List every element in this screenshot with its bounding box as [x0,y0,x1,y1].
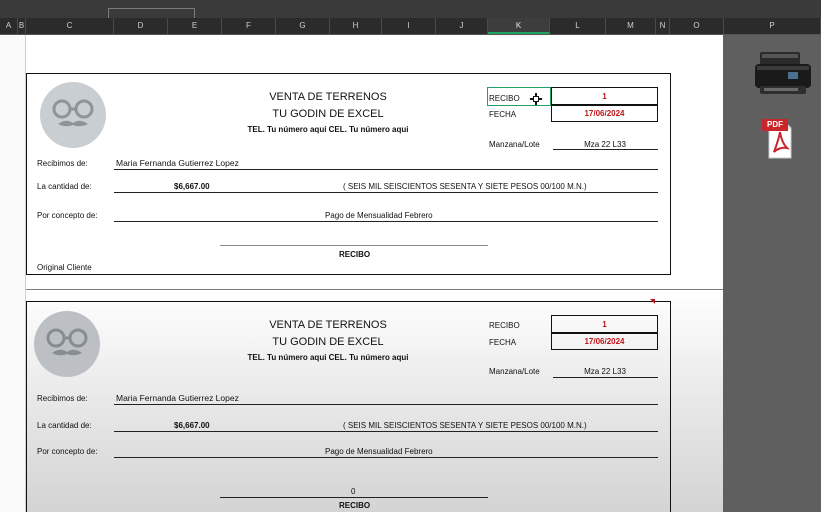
column-header-l[interactable]: L [550,18,606,34]
manzana-underline [553,149,658,150]
column-header-o[interactable]: O [670,18,724,34]
fecha-value[interactable]: 17/06/2024 [551,105,658,122]
mustache-glasses-logo-icon [34,311,100,377]
concepto-label: Por concepto de: [37,447,98,456]
recibimos-underline [114,169,658,170]
concepto-underline [114,457,658,458]
cantidad-underline [114,431,658,432]
recibimos-underline [114,404,658,405]
company-title: VENTA DE TERRENOS [269,91,387,103]
company-subtitle: TU GODIN DE EXCEL [272,336,384,348]
column-header-n[interactable]: N [656,18,670,34]
recibo-number[interactable]: 1 [551,87,658,105]
recibo-label: RECIBO [489,321,520,330]
company-title: VENTA DE TERRENOS [269,319,387,331]
recibo-label: RECIBO [489,94,520,103]
printer-icon[interactable] [754,50,812,96]
fecha-label: FECHA [489,338,517,347]
row-header-strip [0,35,26,512]
recibo-number[interactable]: 1 [551,315,658,333]
cantidad-value[interactable]: $6,667.00 [174,182,210,191]
fecha-value[interactable]: 17/06/2024 [551,333,658,350]
signature-line [220,497,488,498]
signature-label: RECIBO [339,250,371,259]
column-header-k[interactable]: K [488,18,550,34]
manzana-value[interactable]: Mza 22 L33 [584,140,626,149]
column-header-h[interactable]: H [330,18,382,34]
concepto-value[interactable]: Pago de Mensualidad Febrero [325,211,433,220]
cantidad-label: La cantidad de: [37,421,92,430]
page-break-line [26,289,723,290]
mustache-glasses-logo-icon [40,82,106,148]
column-header-d[interactable]: D [114,18,168,34]
original-cliente-label: Original Cliente [37,263,92,272]
signature-line [220,245,488,246]
cell-cursor-icon [530,92,542,104]
column-header-e[interactable]: E [168,18,222,34]
fecha-label: FECHA [489,110,517,119]
recibimos-value[interactable]: Maria Fernanda Gutierrez Lopez [116,393,239,403]
column-headers [0,18,821,35]
comment-indicator-icon [650,299,655,304]
column-header-a[interactable]: A [0,18,18,34]
column-header-m[interactable]: M [606,18,656,34]
concepto-underline [114,221,658,222]
phone-line: TEL. Tu número aqui CEL. Tu número aqui [247,353,409,362]
concepto-label: Por concepto de: [37,211,98,220]
worksheet-grid[interactable] [26,35,723,512]
column-header-b[interactable]: B [18,18,26,34]
manzana-label: Manzana/Lote [489,140,540,149]
recibimos-label: Recibimos de: [37,159,88,168]
cantidad-letras: ( SEIS MIL SEISCIENTOS SESENTA Y SIETE PESOS 00/100 M.N.) [343,421,587,430]
column-header-f[interactable]: F [222,18,276,34]
column-header-j[interactable]: J [436,18,488,34]
recibimos-value[interactable]: Maria Fernanda Gutierrez Lopez [116,158,239,168]
cantidad-label: La cantidad de: [37,182,92,191]
ribbon-strip [0,0,821,18]
signature-label: RECIBO [339,501,371,510]
concepto-value[interactable]: Pago de Mensualidad Febrero [325,447,433,456]
company-subtitle: TU GODIN DE EXCEL [272,108,384,120]
recibimos-label: Recibimos de: [37,394,88,403]
cantidad-letras: ( SEIS MIL SEISCIENTOS SESENTA Y SIETE PESOS 00/100 M.N.) [343,182,587,191]
manzana-label: Manzana/Lote [489,367,540,376]
cantidad-value[interactable]: $6,667.00 [174,421,210,430]
manzana-value[interactable]: Mza 22 L33 [584,367,626,376]
column-header-c[interactable]: C [26,18,114,34]
manzana-underline [553,377,658,378]
signature-value: 0 [351,487,356,496]
pdf-label: PDF [762,119,788,131]
column-header-p[interactable]: P [724,18,821,34]
column-header-i[interactable]: I [382,18,436,34]
column-header-g[interactable]: G [276,18,330,34]
cantidad-underline [114,192,658,193]
phone-line: TEL. Tu número aqui CEL. Tu número aqui [247,125,409,134]
side-panel [723,35,821,512]
